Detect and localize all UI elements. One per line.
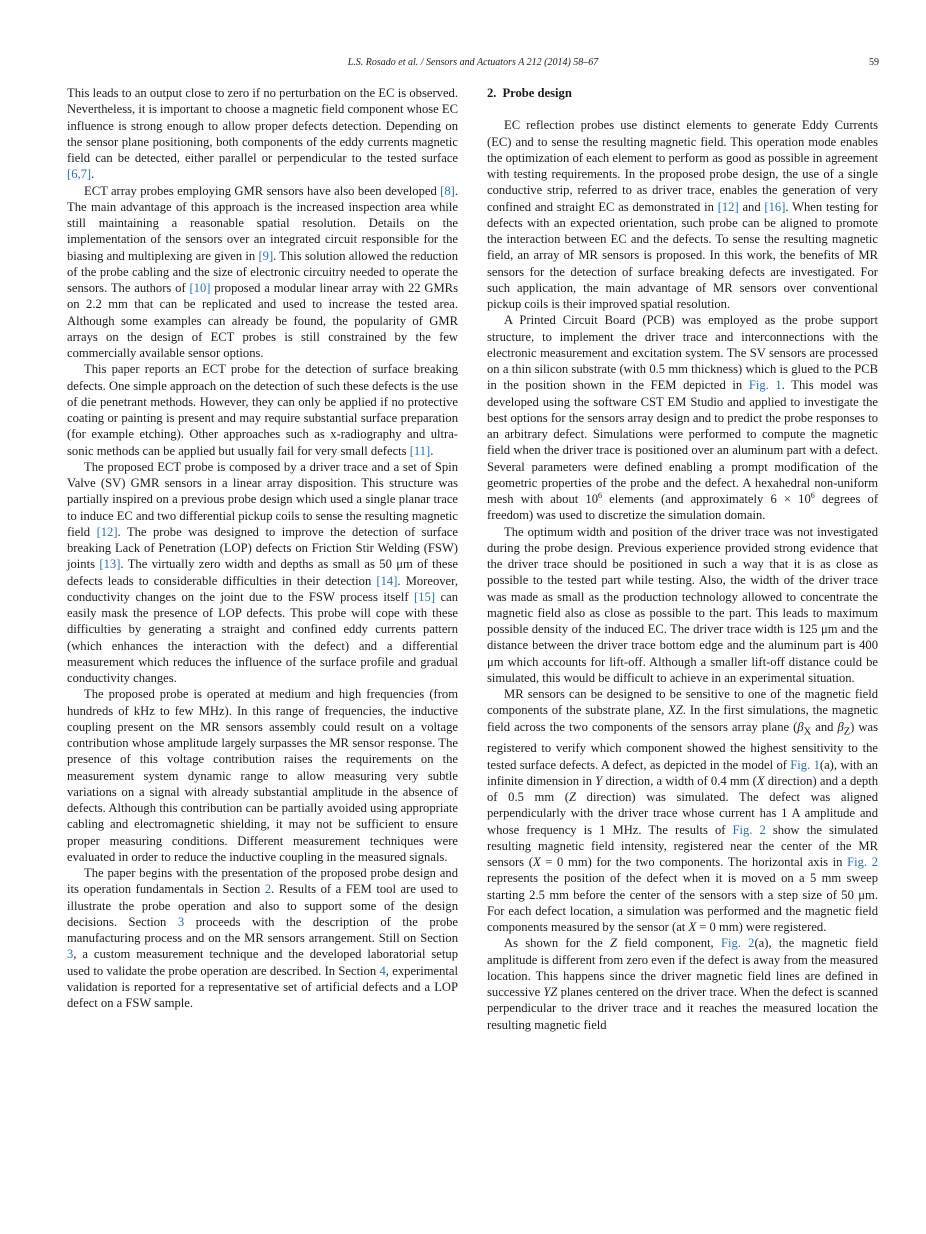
- section-link[interactable]: 4: [379, 963, 386, 978]
- section-link[interactable]: 3: [67, 947, 74, 962]
- citation-link[interactable]: [14]: [376, 573, 398, 588]
- citation-link[interactable]: [16]: [764, 199, 786, 214]
- paragraph: The paper begins with the presentation of the proposed probe design and its operation fundamentals in Section 2. Results of a FEM tool are used to illustrate the probe operation and also to support some of the design decisions. Section 3 proceeds with the description of the probe manufacturing process and on the MR sensors arrangement. Still on Section 3, a custom measurement technique and the developed laboratorial setup used to validate the probe operation are described. In Section 4, experimental validation is reported for a representative set of artificial defects and a LOP defect on a FSW sample.: [67, 866, 459, 1010]
- paragraph: The optimum width and position of the driver trace was not investigated during the probe design. Previous experience provided strong evidence that the driver trace should be positioned in such a way that it is as close as possible to the tested part while testing. Also, the width of the driver trace was made as small as the production technology allowed to concentrate the magnetic field also as close as possible to the part. This leads to maximum possible density of the induced EC. The driver trace width is 125 μm and the distance between the driver trace bottom edge and the aluminum part is 400 μm which accounts for lift-off. Although a smaller lift-off distance could be simulated, this would be difficult to achieve in an experimental situation.: [487, 524, 878, 685]
- paragraph: ECT array probes employing GMR sensors have also been developed [8]. The main advantage of this approach is the increased inspection area while still maintaining a reasonable spatial resolution. Details on the implementation of the sensors over an integrated circuit responsible for the biasing and multiplexing are given in [9]. This solution allowed the reduction of the probe cabling and the size of electronic circuitry needed to operate the sensors. The authors of [10] proposed a modular linear array with 22 GMRs on 2.2 mm that can be replicated and used to increase the tested area. Although some examples can already be found, the popularity of GMR arrays on the design of ECT probes is still constrained by the few commercially available sensor options.: [67, 183, 458, 360]
- superscript: 6: [598, 490, 602, 500]
- figure-link[interactable]: Fig. 2: [847, 855, 878, 870]
- right-column: [487, 85, 878, 1033]
- section-heading: [487, 85, 878, 101]
- citation-link[interactable]: [15]: [414, 589, 436, 604]
- citation-link[interactable]: [10]: [189, 281, 211, 295]
- page-number: 59: [869, 57, 879, 68]
- paragraph: This leads to an output close to zero if no perturbation on the EC is observed. Nevertheless, it is important to choose a magnetic field component whose EC influence is strong enough to allow proper defects detection. Depending on the sensor plane positioning, both components of the eddy currents magnetic field can be detected, either parallel or perpendicular to the tested surface [6,7].: [67, 86, 459, 182]
- section-link[interactable]: 2: [264, 882, 272, 897]
- paragraph: This paper reports an ECT probe for the detection of surface breaking defects. One simple approach on the detection of such these defects is the use of die penetrant methods. However, they can only be applied if no protective coating or painting is present and may require substantial surface preparation (for example etching). Other approaches such as x-radiography and ultra-sonic methods can be applied but usually fail for very small defects [11].: [67, 362, 458, 458]
- figure-link[interactable]: Fig. 1: [790, 757, 820, 772]
- citation-link[interactable]: [12]: [96, 524, 118, 539]
- citation-link[interactable]: [13]: [99, 557, 121, 572]
- paragraph: The proposed probe is operated at medium and high frequencies (from hundreds of kHz to few MHz). In this range of frequencies, the inductive coupling present on the MR sensors assembly could result on a voltage contribution whose amplitude largely surpasses the MR sensor response. The presence of this voltage contribution raises the requirements on the measurement system dynamic range to allow measuring very subtle variations on a signal with already substantial amplitude in the absence of defects. Although this contribution can be partially avoided using appropriate cabling and electromagnetic shielding, it may not be sufficient to ensure proper measuring conditions. Different measurement techniques were evaluated in order to reduce the inductive coupling in the measured signals.: [67, 687, 458, 864]
- running-title: L.S. Rosado et al. / Sensors and Actuators A 212 (2014) 58–67: [347, 57, 599, 68]
- citation-link[interactable]: [6,7]: [67, 167, 92, 182]
- paragraph: EC reflection probes use distinct elements to generate Eddy Currents (EC) and to sense the resulting magnetic field. This operation mode enables the optimization of each element to perform as good as possible in agreement with testing requirements. In the proposed probe design, the use of a single conductive strip, referred to as driver trace, enables the generation of very confined and straight EC as demonstrated in [12] and [16]. When testing for defects with an expected orientation, such probe can be aligned to promote the interaction between EC and the defects. To sense the resulting magnetic field, an array of MR sensors is proposed. In this work, the benefits of MR sensors for the detection of surface breaking defects are investigated. For such application, the main advantage of MR sensors over conventional pickup coils is their improved spatial resolution.: [487, 118, 878, 311]
- section-link[interactable]: 3: [177, 914, 185, 929]
- section-number: 2.: [487, 86, 497, 100]
- paragraph: As shown for the Z field component, Fig. 2(a), the magnetic field amplitude is different from zero even if the defect is away from the measured location. This happens since the driver magnetic field lines are defined in successive YZ planes centered on the driver trace. When the defect is scanned perpendicular to the driver trace and it reaches the measured location the resulting magnetic field: [487, 936, 878, 1032]
- figure-link[interactable]: Fig. 2: [732, 822, 766, 837]
- section-title: Probe design: [502, 86, 572, 100]
- left-column: [67, 85, 458, 1011]
- figure-link[interactable]: Fig. 1: [748, 378, 782, 393]
- paragraph: MR sensors can be designed to be sensitive to one of the magnetic field components of the substrate plane, XZ. In the first simulations, the magnetic field across the two components of the sensors array plane ($\beta_X$ and $\beta_Z$) was registered to verify which component showed the highest sensitivity to the tested surface defects. A defect, as depicted in the model of Fig. 1(a), with an infinite dimension in Y direction, a width of 0.4 mm (X direction) and a depth of 0.5 mm (Z direction) was simulated. The defect was aligned perpendicularly with the driver trace whose current has 1 A amplitude and whose frequency is 1 MHz. The results of Fig. 2 show the simulated resulting magnetic field intensity, registered near the center of the MR sensors (X = 0 mm) for the two components. The horizontal axis in Fig. 2 represents the position of the defect when it is moved on a 5 mm sweep starting 2.5 mm before the center of the sensors with a step size of 50 μm. For each defect location, a simulation was performed and the magnetic field components measured by the sensor (at X = 0 mm) were registered.: [487, 687, 879, 935]
- paragraph: A Printed Circuit Board (PCB) was employed as the probe support structure, to implement the driver trace and interconnections with the electronic measurement and excitation system. The SV sensors are processed on a thin silicon substrate (with 0.5 mm thickness) which is glued to the PCB in the position shown in the FEM depicted in Fig. 1. This model was developed using the software CST EM Studio and applied to investigate the best options for the sensors array design and to predict the probe responses to an arbitrary defect. Simulations were performed to compute the magnetic field when the driver trace is positioned over an aluminum part with a defect. Several parameters were defined enabling a prompt modification of the geometric properties of the probe and the defect. A hexahedral non-uniform mesh with about $10^6$ elements (and approximately $6 \times 10^6$ degrees of freedom) was used to discretize the simulation domain.: [487, 313, 879, 523]
- citation-link[interactable]: [9]: [258, 248, 274, 263]
- citation-link[interactable]: [12]: [717, 199, 739, 214]
- citation-link[interactable]: [11]: [409, 443, 431, 458]
- running-header: [67, 57, 879, 71]
- superscript: 6: [810, 490, 815, 500]
- paragraph: The proposed ECT probe is composed by a driver trace and a set of Spin Valve (SV) GMR sensors in a linear array disposition. This structure was partially inspired on a previous probe design which used a single planar trace to induce EC and two differential pickup coils to sense the resulting magnetic field [12]. The probe was designed to improve the detection of surface breaking Lack of Penetration (LOP) defects on Friction Stir Welding (FSW) joints [13]. The virtually zero width and depths as small as 50 μm of these defects leads to considerable difficulties in their detection [14]. Moreover, conductivity changes on the joint due to the FSW process itself [15] can easily mask the presence of LOP defects. This probe will cope with these difficulties by generating a straight and confined eddy currents pattern (which enhances the interaction with the defect) and a differential measurement which reduces the influence of the surface profile and gradual conductivity changes.: [67, 459, 459, 685]
- citation-link[interactable]: [8]: [440, 183, 455, 198]
- figure-link[interactable]: Fig. 2: [720, 936, 755, 951]
